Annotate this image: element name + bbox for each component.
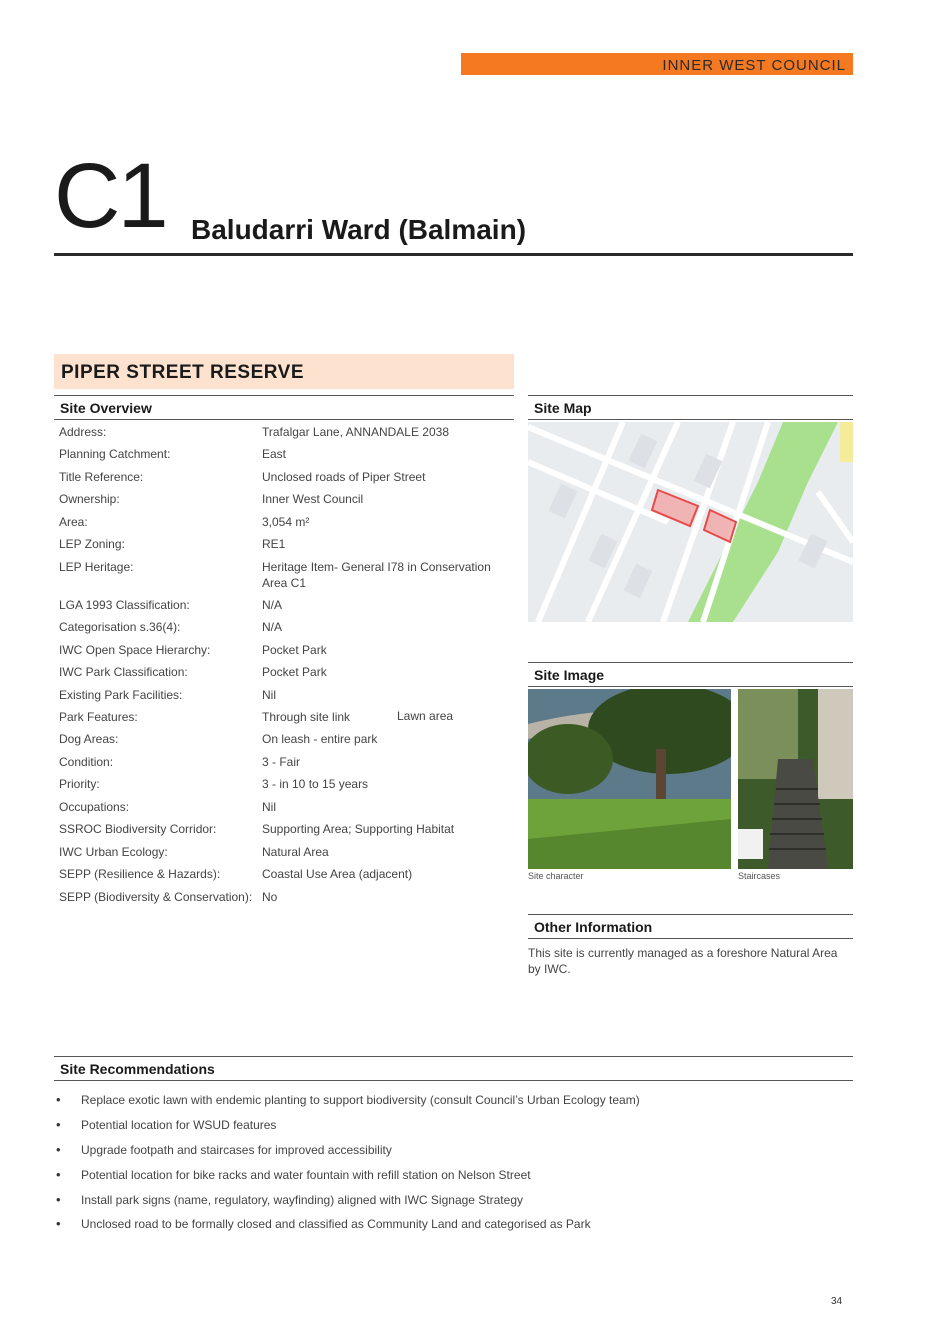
- site-map-heading: [528, 395, 853, 420]
- council-header-bar: [461, 53, 853, 75]
- overview-label: SEPP (Resilience & Hazards):: [59, 867, 221, 881]
- overview-label: Title Reference:: [59, 470, 144, 484]
- overview-value: Nil: [262, 800, 276, 814]
- reserve-banner: [54, 354, 514, 389]
- council-name: INNER WEST COUNCIL: [662, 57, 846, 74]
- overview-value: N/A: [262, 598, 283, 612]
- overview-label: SSROC Biodiversity Corridor:: [59, 822, 217, 836]
- overview-label: IWC Open Space Hierarchy:: [59, 643, 211, 657]
- site-overview-heading-text: Site Overview: [60, 400, 152, 416]
- overview-value: Through site link: [262, 710, 351, 724]
- overview-value: 3,054 m²: [262, 515, 310, 529]
- overview-value: Supporting Area; Supporting Habitat: [262, 822, 455, 836]
- overview-value: RE1: [262, 537, 286, 551]
- recommendation-item: Replace exotic lawn with endemic planting to support biodiversity (consult Council’s Urban Ecology team): [81, 1093, 640, 1107]
- overview-label: IWC Urban Ecology:: [59, 845, 168, 859]
- overview-value: 3 - in 10 to 15 years: [262, 777, 369, 791]
- recommendation-item: Upgrade footpath and staircases for improved accessibility: [81, 1143, 392, 1157]
- overview-label: Area:: [59, 515, 88, 529]
- site-map: [528, 422, 853, 622]
- site-overview-heading: [54, 395, 514, 420]
- overview-value: East: [262, 447, 287, 461]
- staircases-caption: Staircases: [738, 871, 781, 881]
- overview-value: Coastal Use Area (adjacent): [262, 867, 413, 881]
- recommendation-item: Potential location for bike racks and water fountain with refill station on Nelson Street: [81, 1168, 531, 1182]
- bullet-icon: •: [56, 1192, 61, 1207]
- page-number: 34: [831, 1296, 843, 1307]
- overview-label: LGA 1993 Classification:: [59, 598, 190, 612]
- overview-value: Nil: [262, 688, 276, 702]
- recommendation-item: Unclosed road to be formally closed and classified as Community Land and categorised as Park: [81, 1217, 591, 1231]
- overview-label: Occupations:: [59, 800, 130, 814]
- bullet-icon: •: [56, 1167, 61, 1182]
- ward-name: Baludarri Ward (Balmain): [191, 214, 527, 245]
- overview-value: Unclosed roads of Piper Street: [262, 470, 426, 484]
- overview-value: N/A: [262, 620, 283, 634]
- title-divider: [54, 253, 853, 256]
- other-information-text: This site is currently managed as a foreshore Natural Area by IWC.: [528, 946, 838, 976]
- overview-label: Address:: [59, 425, 107, 439]
- overview-label: Dog Areas:: [59, 732, 119, 746]
- site-image-heading: [528, 662, 853, 687]
- overview-value: No: [262, 890, 278, 904]
- map-yellow-strip: [840, 422, 853, 462]
- overview-label: Ownership:: [59, 492, 120, 506]
- site-recommendations-heading-text: Site Recommendations: [60, 1061, 215, 1077]
- overview-value: Pocket Park: [262, 643, 327, 657]
- overview-label: Park Features:: [59, 710, 138, 724]
- bullet-icon: •: [56, 1142, 61, 1157]
- overview-value: 3 - Fair: [262, 755, 301, 769]
- overview-label: Condition:: [59, 755, 114, 769]
- other-information-heading-text: Other Information: [534, 919, 653, 935]
- recommendation-item: Potential location for WSUD features: [81, 1118, 277, 1132]
- bullet-icon: •: [56, 1117, 61, 1132]
- other-information-heading: [528, 914, 853, 939]
- overview-value-extra: Lawn area: [397, 709, 454, 723]
- overview-label: Categorisation s.36(4):: [59, 620, 181, 634]
- site-recommendations-heading: [54, 1056, 853, 1081]
- overview-label: Priority:: [59, 777, 100, 791]
- site-map-heading-text: Site Map: [534, 400, 592, 416]
- staircases-photo: [738, 689, 853, 869]
- overview-value: Pocket Park: [262, 665, 327, 679]
- overview-label: LEP Zoning:: [59, 537, 125, 551]
- site-character-caption: Site character: [528, 871, 584, 881]
- reserve-title: PIPER STREET RESERVE: [61, 362, 304, 383]
- overview-label: Existing Park Facilities:: [59, 688, 183, 702]
- overview-label: LEP Heritage:: [59, 560, 134, 574]
- recommendation-item: Install park signs (name, regulatory, wayfinding) aligned with IWC Signage Strategy: [81, 1193, 523, 1207]
- overview-value: Trafalgar Lane, ANNANDALE 2038: [262, 425, 449, 439]
- overview-label: IWC Park Classification:: [59, 665, 188, 679]
- bullet-icon: •: [56, 1216, 61, 1231]
- site-image-heading-text: Site Image: [534, 667, 605, 683]
- overview-value: On leash - entire park: [262, 732, 378, 746]
- site-character-photo: [528, 689, 731, 869]
- ward-code: C1: [54, 145, 166, 247]
- overview-value: Natural Area: [262, 845, 329, 859]
- overview-value: Heritage Item- General I78 in Conservation Area C1: [262, 560, 491, 590]
- overview-label: Planning Catchment:: [59, 447, 171, 461]
- overview-label: SEPP (Biodiversity & Conservation):: [59, 890, 253, 904]
- bullet-icon: •: [56, 1092, 61, 1107]
- overview-value: Inner West Council: [262, 492, 364, 506]
